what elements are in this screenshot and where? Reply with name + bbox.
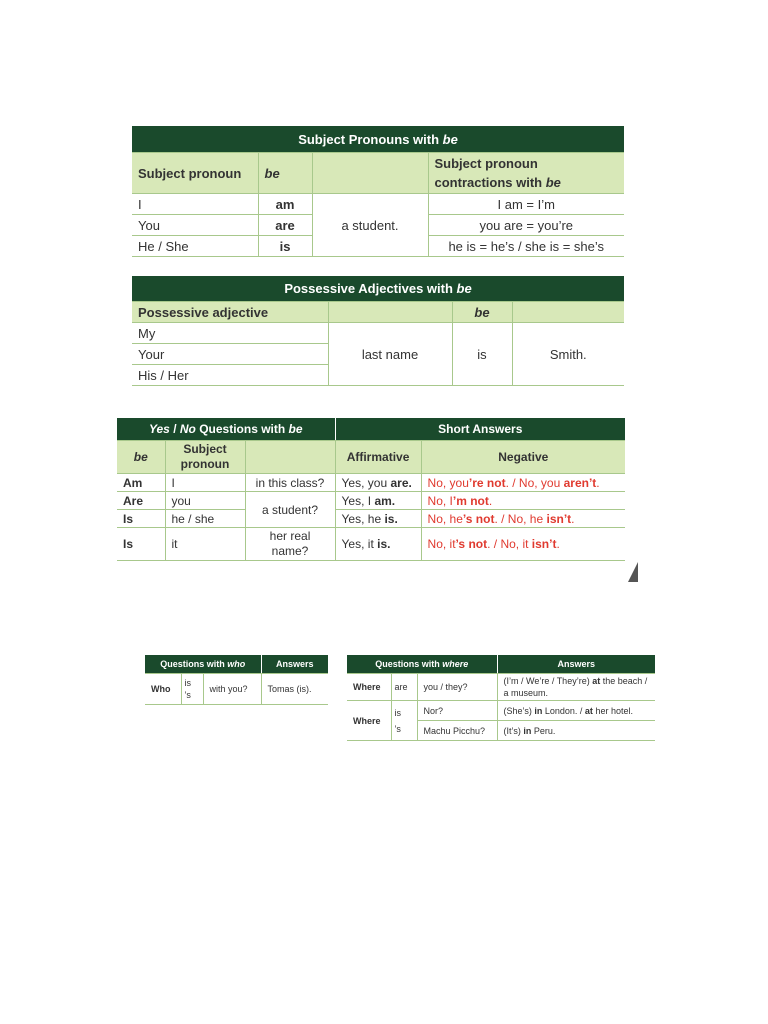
column-header-blank [328,302,452,323]
subject-cell: he / she [165,510,245,528]
table-row [117,510,625,528]
table-title: Questions with where [347,655,497,674]
be-cell: Is [117,528,165,561]
column-header: Possessive adjective [132,302,328,323]
table-row [117,492,625,510]
yes-no-questions-table [117,418,625,561]
subject-cell: it [165,528,245,561]
column-header-blank [512,302,624,323]
adjective-cell: His / Her [132,365,328,386]
table-title-short-answers: Short Answers [335,418,625,441]
column-header: be [452,302,512,323]
table-title: Questions with who [145,655,261,674]
negative-cell: No, he’s not. / No, he isn’t. [421,510,625,528]
table-row [117,474,625,492]
negative-cell: No, it’s not. / No, it isn’t. [421,528,625,561]
question-rest-cell: with you? [203,674,261,705]
question-rest-cell: Machu Picchu? [417,721,497,741]
column-header-blank [312,153,428,194]
adjective-cell: Your [132,344,328,365]
noun-cell: last name [328,323,452,386]
pronoun-cell: He / She [132,236,258,257]
column-header: Subject pronoun contractions with be [428,153,624,194]
pronoun-cell: I [132,194,258,215]
verb-cell: is ’s [181,674,203,705]
question-rest-cell: you / they? [417,674,497,701]
affirmative-cell: Yes, he is. [335,510,421,528]
be-cell: Is [117,510,165,528]
possessive-adjectives-table [132,276,624,386]
column-header: Subject pronoun [132,153,258,194]
column-header-blank [245,441,335,474]
column-header: Subject pronoun [165,441,245,474]
table-title: Yes / No Questions with be [117,418,335,441]
question-cell: a student? [245,492,335,528]
table-title: Possessive Adjectives with be [132,276,624,302]
answer-cell: (It’s) in Peru. [497,721,655,741]
contraction-cell: you are = you’re [428,215,624,236]
contraction-cell: he is = he’s / she is = she’s [428,236,624,257]
affirmative-cell: Yes, I am. [335,492,421,510]
be-cell: are [258,215,312,236]
be-cell: am [258,194,312,215]
table-row [117,528,625,561]
column-header: be [117,441,165,474]
subject-cell: I [165,474,245,492]
be-cell: is [258,236,312,257]
affirmative-cell: Yes, it is. [335,528,421,561]
question-cell: her real name? [245,528,335,561]
adjective-cell: My [132,323,328,344]
complement-cell: a student. [312,194,428,257]
wh-word-cell: Where [347,674,391,701]
answer-cell: (She’s) in London. / at her hotel. [497,701,655,721]
subject-cell: you [165,492,245,510]
subject-pronouns-table [132,126,624,257]
column-header: be [258,153,312,194]
wh-word-cell: Who [145,674,181,705]
page-corner-triangle [628,562,638,582]
verb-cell: is ’s [391,701,417,741]
name-cell: Smith. [512,323,624,386]
table-title-answers: Answers [497,655,655,674]
where-questions-table [347,655,655,741]
be-cell: Are [117,492,165,510]
be-cell: is [452,323,512,386]
table-title-answers: Answers [261,655,328,674]
contraction-cell: I am = I’m [428,194,624,215]
answer-cell: Tomas (is). [261,674,328,705]
negative-cell: No, I’m not. [421,492,625,510]
column-header: Affirmative [335,441,421,474]
who-questions-table [145,655,328,705]
affirmative-cell: Yes, you are. [335,474,421,492]
question-rest-cell: Nor? [417,701,497,721]
table-title: Subject Pronouns with be [132,126,624,153]
negative-cell: No, you’re not. / No, you aren’t. [421,474,625,492]
pronoun-cell: You [132,215,258,236]
be-cell: Am [117,474,165,492]
question-cell: in this class? [245,474,335,492]
column-header: Negative [421,441,625,474]
wh-word-cell: Where [347,701,391,741]
answer-cell: (I’m / We’re / They’re) at the beach / a museum. [497,674,655,701]
verb-cell: are [391,674,417,701]
